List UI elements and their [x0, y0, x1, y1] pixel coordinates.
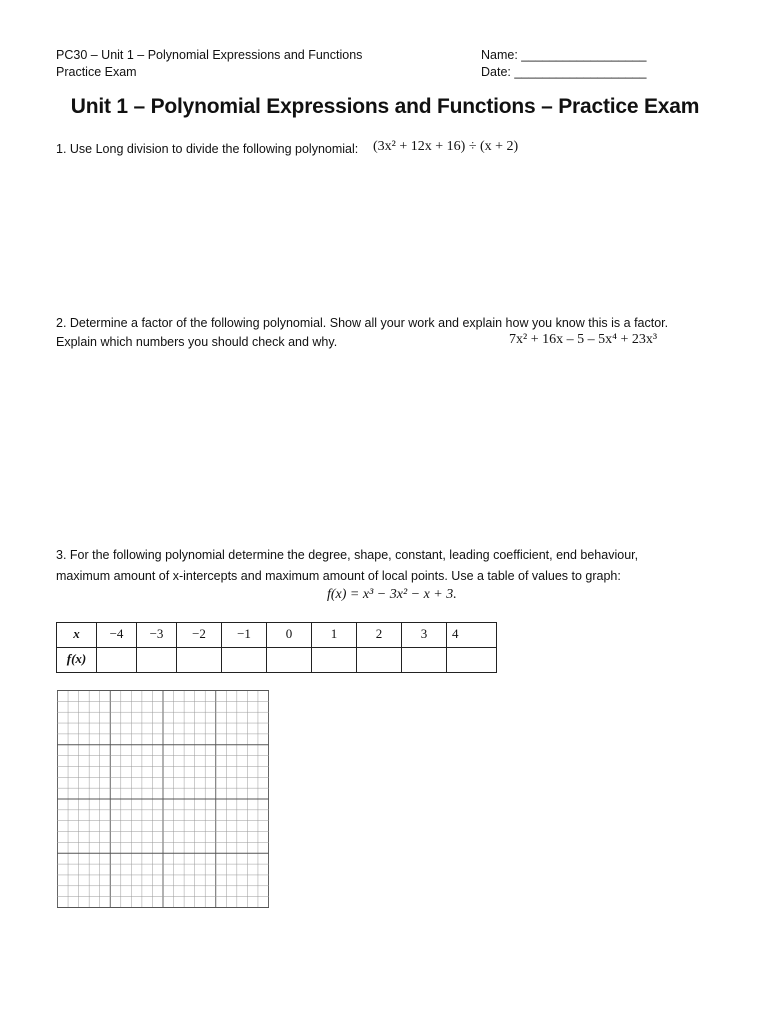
x-value-cell: 3 — [402, 623, 447, 648]
question-2-line-2: Explain which numbers you should check and why. — [56, 335, 338, 349]
x-value-cell: −1 — [222, 623, 267, 648]
x-value-cell: 1 — [312, 623, 357, 648]
question-2-expression: 7x² + 16x – 5 – 5x⁴ + 23x³ — [509, 332, 658, 347]
question-3-line-1: 3. For the following polynomial determine the degree, shape, constant, leading coefficient, end behaviour, — [56, 548, 639, 562]
table-row-x — [57, 623, 497, 648]
question-3-line-2: maximum amount of x-intercepts and maximum amount of local points. Use a table of values to graph: — [56, 569, 621, 583]
fx-answer-cell[interactable] — [97, 648, 137, 673]
fx-answer-cell[interactable] — [357, 648, 402, 673]
table-of-values — [56, 622, 497, 673]
course-heading: PC30 – Unit 1 – Polynomial Expressions and Functions — [56, 48, 363, 62]
x-value-cell: 2 — [357, 623, 402, 648]
exam-subtitle: Practice Exam — [56, 65, 137, 79]
graph-paper-grid[interactable] — [57, 690, 269, 908]
page-title: Unit 1 – Polynomial Expressions and Functions – Practice Exam — [70, 95, 700, 118]
x-header-cell: x — [57, 623, 97, 648]
fx-answer-cell[interactable] — [447, 648, 497, 673]
x-value-cell: −4 — [97, 623, 137, 648]
fx-answer-cell[interactable] — [137, 648, 177, 673]
question-2-line-1: 2. Determine a factor of the following polynomial. Show all your work and explain how you know this is a factor. — [56, 316, 669, 330]
fx-header-cell: f(x) — [57, 648, 97, 673]
question-1-expression: (3x² + 12x + 16) ÷ (x + 2) — [373, 139, 519, 154]
question-1-text: 1. Use Long division to divide the following polynomial: — [56, 142, 359, 156]
x-value-cell: −3 — [137, 623, 177, 648]
x-value-cell: −2 — [177, 623, 222, 648]
fx-answer-cell[interactable] — [267, 648, 312, 673]
x-value-cell: 4 — [447, 623, 497, 648]
name-field-label: Name: __________________ — [481, 48, 647, 62]
fx-answer-cell[interactable] — [222, 648, 267, 673]
date-field-label: Date: ___________________ — [481, 65, 647, 79]
x-value-cell: 0 — [267, 623, 312, 648]
fx-answer-cell[interactable] — [177, 648, 222, 673]
fx-answer-cell[interactable] — [312, 648, 357, 673]
question-3-function: f(x) = x³ − 3x² − x + 3. — [327, 587, 457, 602]
table-row-fx — [57, 648, 497, 673]
fx-answer-cell[interactable] — [402, 648, 447, 673]
